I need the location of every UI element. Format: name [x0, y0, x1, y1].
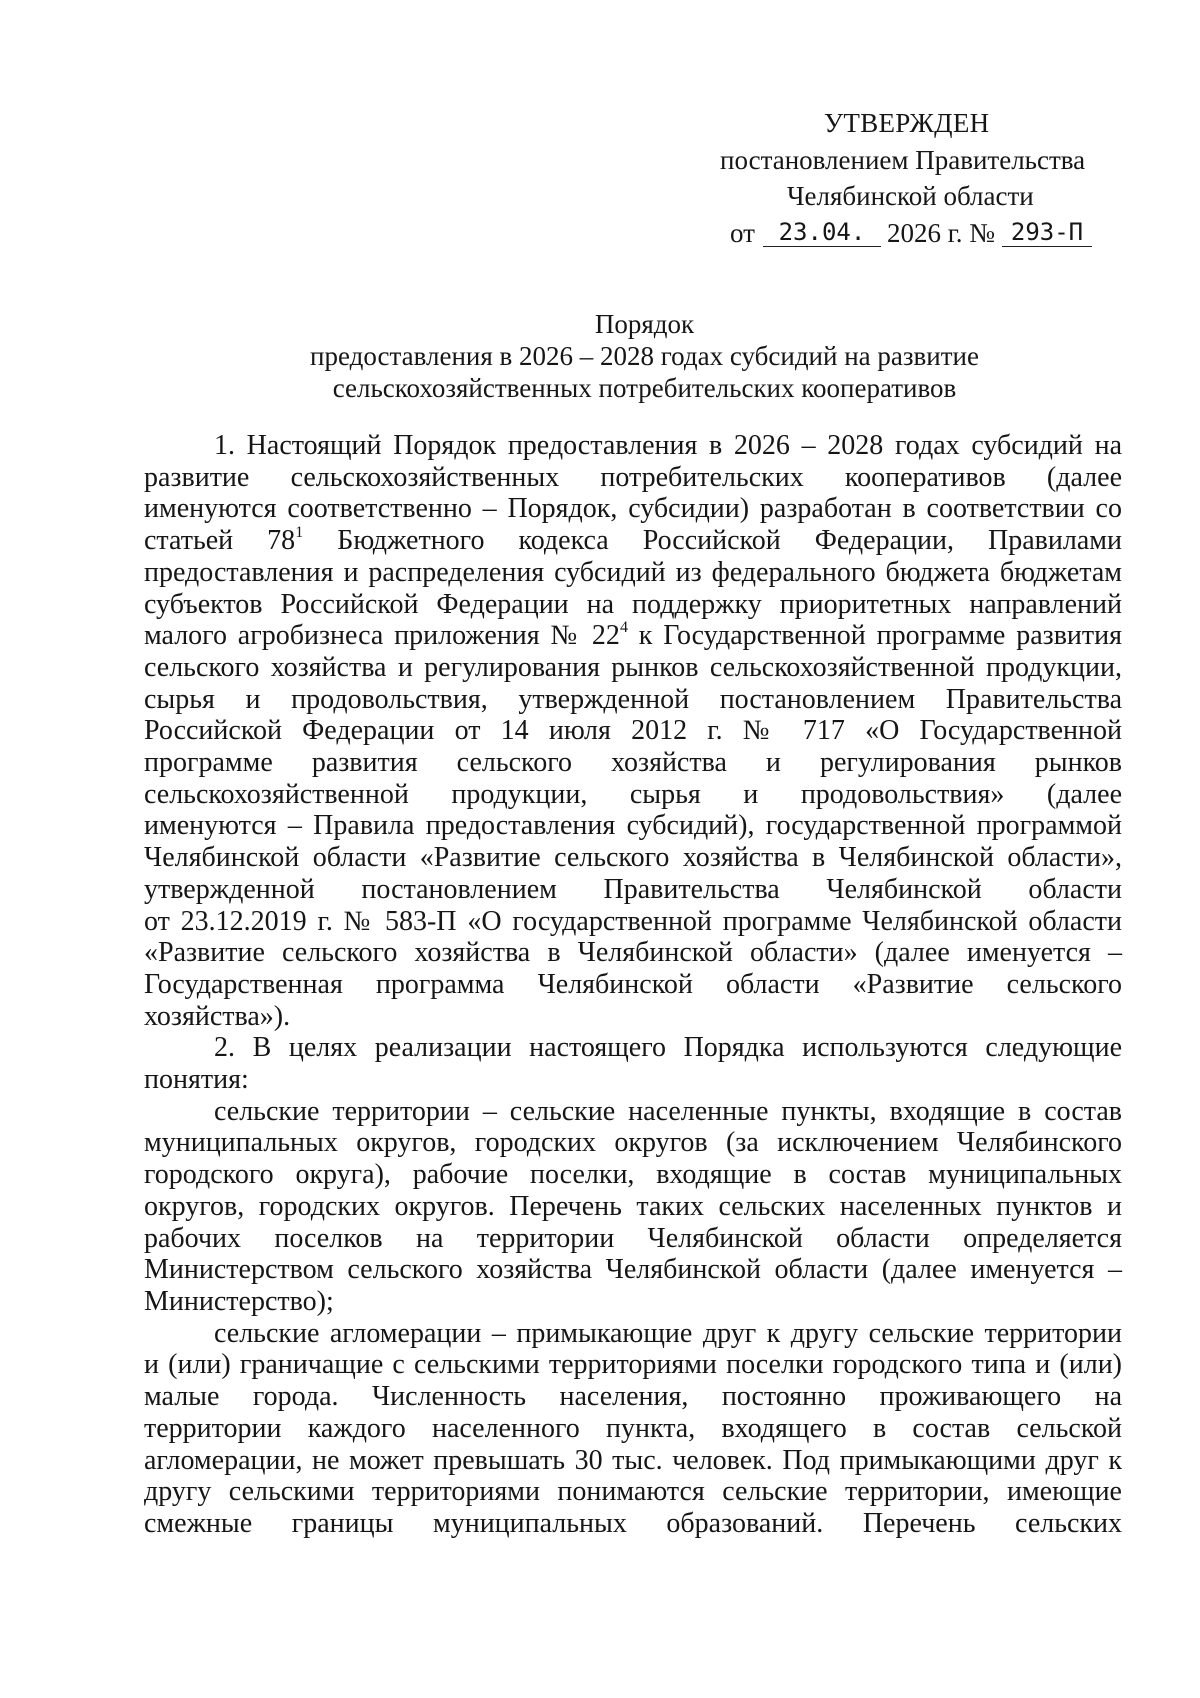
- title-line-2: предоставления в 2026 – 2028 годах субсидий на развитие: [310, 341, 979, 371]
- document-body: [144, 430, 1122, 1540]
- text-line: другу сельскими территориями понимаются сельские территории, имеющие: [144, 1476, 1122, 1508]
- title-line-3: сельскохозяйственных потребительских кооперативов: [332, 373, 957, 403]
- approval-prefix: от: [730, 217, 755, 248]
- text-line: именуются – Правила предоставления субсидий), государственной программой: [144, 810, 1122, 842]
- text-line: сельские территории – сельские населенные пункты, входящие в состав: [214, 1095, 1122, 1127]
- paragraph-1: [144, 430, 1122, 1032]
- text-fragment: малого агробизнеса приложения № 22: [144, 620, 620, 652]
- text-line: [144, 525, 1122, 557]
- text-line: Министерство);: [144, 1285, 334, 1317]
- text-line: смежные границы муниципальных образований. Перечень сельских: [144, 1507, 1122, 1539]
- title-line-1: Порядок: [594, 309, 695, 339]
- text-line: развитие сельскохозяйственных потребительских кооперативов (далее: [144, 461, 1122, 493]
- text-line: городского округа), рабочие поселки, входящие в состав муниципальных: [144, 1159, 1122, 1191]
- text-line: и (или) граничащие с сельскими территориями поселки городского типа и (или): [144, 1349, 1122, 1381]
- text-line: сельскохозяйственной продукции, сырья и продовольствия» (далее: [144, 778, 1122, 810]
- approval-year: 2026 г. №: [886, 217, 995, 248]
- text-line: сырья и продовольствия, утвержденной постановлением Правительства: [144, 683, 1122, 715]
- approval-heading: УТВЕРЖДЕН: [824, 108, 990, 138]
- superscript: 1: [295, 523, 304, 541]
- approval-number: 293-П: [1002, 218, 1092, 247]
- text-line: именуются соответственно – Порядок, субсидии) разработан в соответствии со: [144, 493, 1122, 525]
- text-line: муниципальных округов, городских округов (за исключением Челябинского: [144, 1127, 1122, 1159]
- superscript: 4: [619, 618, 628, 636]
- approval-line-decree: постановлением Правительства: [720, 144, 1086, 175]
- text-line: Министерством сельского хозяйства Челябинской области (далее именуется –: [144, 1254, 1122, 1286]
- text-line: программе развития сельского хозяйства и регулирования рынков: [144, 747, 1122, 779]
- document-title: [120, 308, 1169, 404]
- text-fragment: Бюджетного кодекса Российской Федерации, Правилами: [303, 525, 1122, 557]
- text-line: предоставления и распределения субсидий из федерального бюджета бюджетам: [144, 556, 1122, 588]
- text-line: понятия:: [144, 1064, 249, 1096]
- approval-date-line: [720, 215, 1120, 252]
- text-line: сельского хозяйства и регулирования рынков сельскохозяйственной продукции,: [144, 651, 1122, 683]
- paragraph-2: [144, 1032, 1122, 1095]
- text-fragment: к Государственной программе развития: [627, 620, 1122, 652]
- text-line: 1. Настоящий Порядок предоставления в 2026 – 2028 годах субсидий на: [214, 430, 1122, 461]
- text-line: 2. В целях реализации настоящего Порядка используются следующие: [214, 1032, 1122, 1064]
- paragraph-3: [144, 1096, 1122, 1318]
- text-line: хозяйства»).: [144, 1000, 291, 1032]
- text-line: территории каждого населенного пункта, входящего в состав сельской: [144, 1412, 1122, 1444]
- text-line: Российской Федерации от 14 июля 2012 г. № 717 «О Государственной: [144, 715, 1122, 747]
- text-line: Государственная программа Челябинской области «Развитие сельского: [144, 968, 1122, 1000]
- approval-date: 23.04.: [763, 218, 881, 247]
- text-line: Челябинской области «Развитие сельского хозяйства в Челябинской области»,: [144, 842, 1122, 874]
- text-line: малые города. Численность населения, постоянно проживающего на: [144, 1381, 1122, 1413]
- text-line: сельские агломерации – примыкающие друг к другу сельские территории: [214, 1317, 1122, 1349]
- text-line: «Развитие сельского хозяйства в Челябинской области» (далее именуется –: [144, 937, 1122, 969]
- text-line: округов, городских округов. Перечень таких сельских населенных пунктов и: [144, 1190, 1122, 1222]
- text-fragment: статьей 78: [144, 525, 296, 557]
- approval-line-region: Челябинской области: [787, 181, 1034, 211]
- text-line: агломерации, не может превышать 30 тыс. человек. Под примыкающими друг к: [144, 1444, 1122, 1476]
- text-line: утвержденной постановлением Правительства Челябинской области: [144, 873, 1122, 905]
- text-line: рабочих поселков на территории Челябинской области определяется: [144, 1222, 1122, 1254]
- approval-block: [720, 105, 1120, 251]
- text-line: [144, 620, 1122, 652]
- text-line: от 23.12.2019 г. № 583-П «О государственной программе Челябинской области: [144, 905, 1122, 937]
- text-line: субъектов Российской Федерации на поддержку приоритетных направлений: [144, 588, 1122, 620]
- paragraph-4: [144, 1318, 1122, 1540]
